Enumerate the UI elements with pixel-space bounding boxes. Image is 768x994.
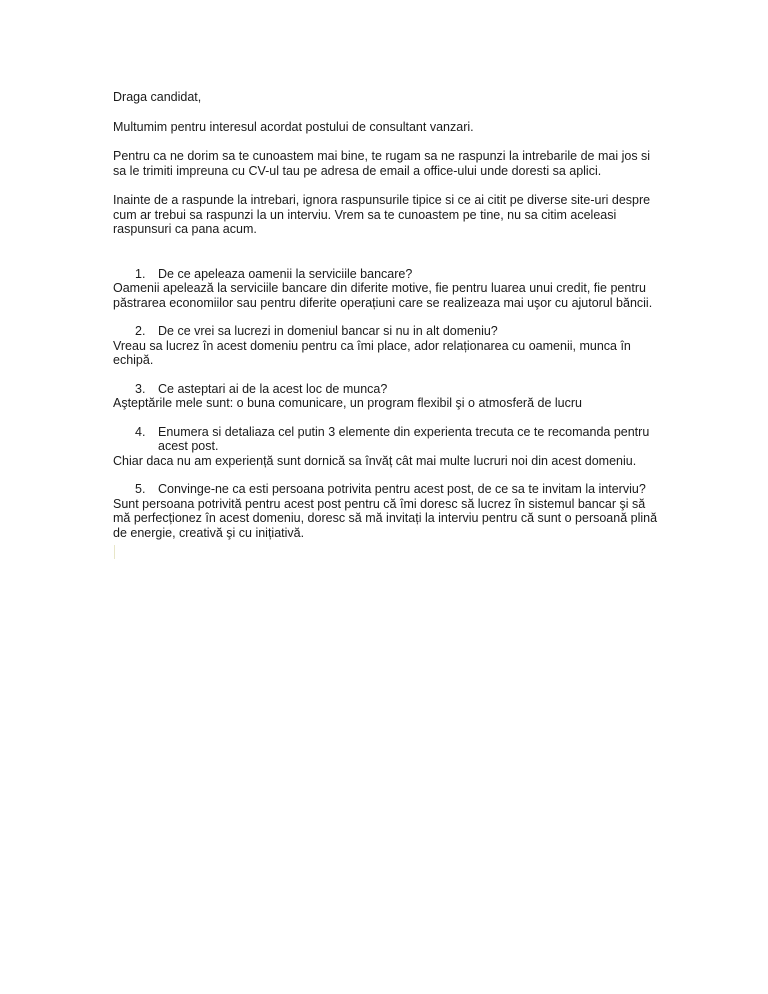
- question-item: [113, 425, 658, 469]
- question-text: Ce asteptari ai de la acest loc de munca?: [158, 381, 388, 396]
- question-line: [113, 482, 658, 497]
- greeting: Draga candidat,: [113, 90, 202, 104]
- question-line: [113, 425, 658, 454]
- answer-text: Chiar daca nu am experiență sunt dornică sa învăț cât mai multe lucruri noi din acest domeniu.: [113, 453, 637, 468]
- thanks-paragraph: Multumim pentru interesul acordat postului de consultant vanzari.: [113, 119, 474, 134]
- question-item: [113, 267, 658, 311]
- question-line: [113, 324, 658, 339]
- question-number: 2.: [135, 324, 146, 338]
- question-line: [113, 267, 658, 282]
- text-cursor: [114, 545, 115, 559]
- answer-text: Oamenii apelează la serviciile bancare din diferite motive, fie pentru luarea unui credit, fie pentru păstrarea economiilor sau pentru diferite operațiuni care se realizeaza mai uşor cu ajutorul băncii.: [113, 281, 653, 310]
- question-item: [113, 482, 658, 540]
- question-line: [113, 382, 658, 397]
- question-item: [113, 324, 658, 368]
- question-text: De ce apeleaza oamenii la serviciile bancare?: [158, 266, 413, 281]
- note-paragraph: Inainte de a raspunde la intrebari, ignora raspunsurile tipice si ce ai citit pe diverse site-uri despre cum ar trebui sa raspunzi la un interviu. Vrem sa te cunoastem pe tine, nu sa citim aceleasi raspunsuri ca pana acum.: [113, 193, 651, 236]
- answer-text: Sunt persoana potrivită pentru acest post pentru că îmi doresc să lucrez în sistemul bancar şi să mă perfecționez în acest domeniu, doresc să mă invitați la interviu pentru că sunt o persoană plină de energie, creativă şi cu inițiativă.: [113, 496, 658, 540]
- question-text: Convinge-ne ca esti persoana potrivita pentru acest post, de ce sa te invitam la interviu?: [158, 482, 646, 496]
- question-number: 1.: [135, 266, 146, 281]
- question-text: Enumera si detaliaza cel putin 3 elemente din experienta trecuta ce te recomanda pentru acest post.: [158, 424, 650, 453]
- question-item: [113, 382, 658, 411]
- answer-text: Aşteptările mele sunt: o buna comunicare, un program flexibil şi o atmosferă de lucru: [113, 396, 582, 410]
- question-number: 4.: [135, 424, 146, 439]
- question-number: 5.: [135, 482, 146, 496]
- question-text: De ce vrei sa lucrezi in domeniul bancar si nu in alt domeniu?: [158, 324, 498, 338]
- document-body: [113, 90, 658, 554]
- question-number: 3.: [135, 381, 146, 396]
- answer-text: Vreau sa lucrez în acest domeniu pentru ca îmi place, ador relaționarea cu oamenii, munca în echipă.: [113, 338, 631, 367]
- request-paragraph: Pentru ca ne dorim sa te cunoastem mai bine, te rugam sa ne raspunzi la intrebarile de mai jos si sa le trimiti impreuna cu CV-ul tau pe adresa de email a office-ului unde doresti sa aplici.: [113, 149, 651, 178]
